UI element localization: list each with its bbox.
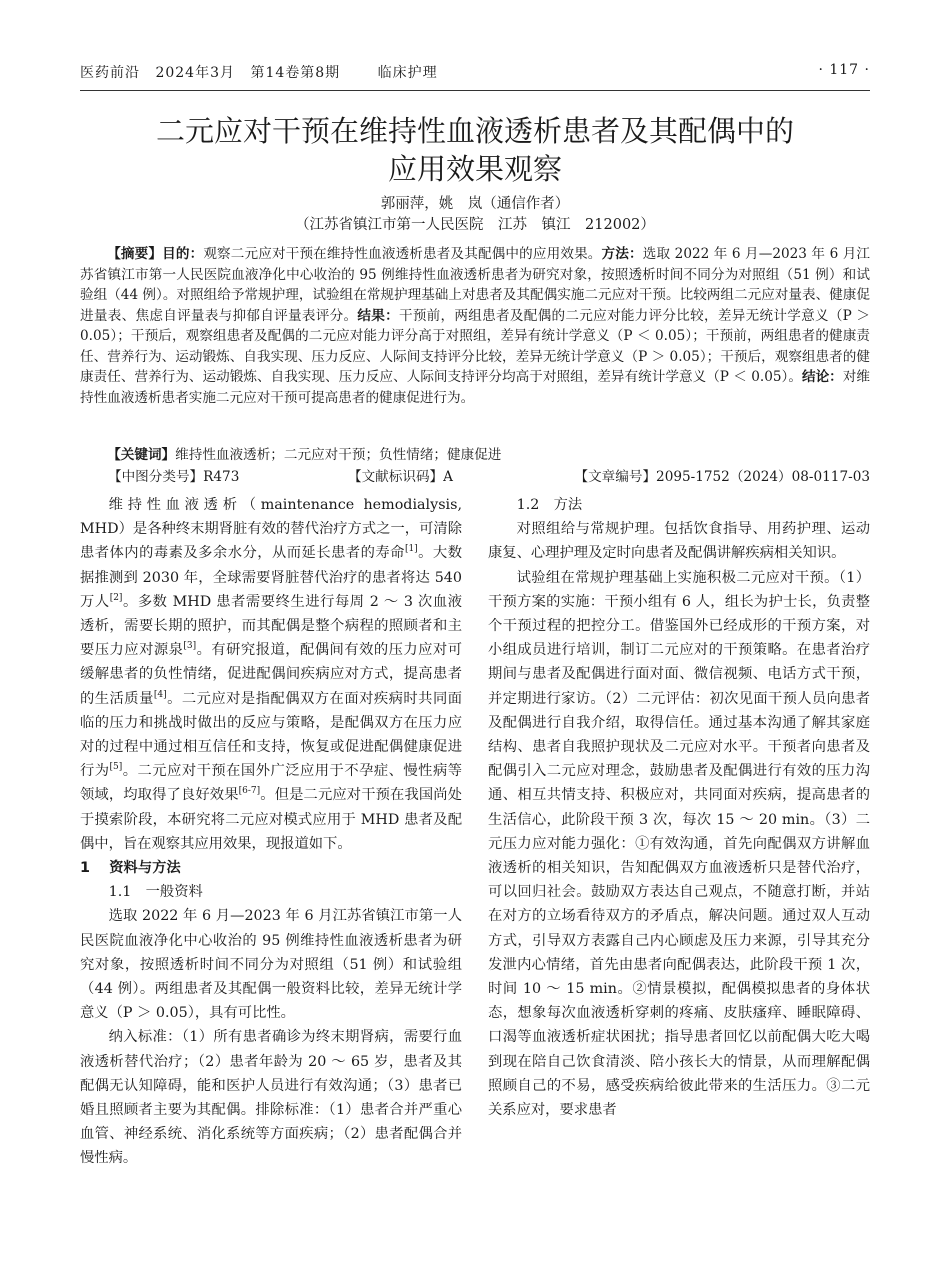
header-rule (80, 90, 870, 91)
ref-4: [4] (153, 689, 167, 700)
general-data-paragraph: 选取 2022 年 6 月—2023 年 6 月江苏省镇江市第一人民医院血液净化中心收治的 95 例维持性血液透析患者为研究对象，按照透析时间不同分为对照组（51 例）和试验组（44 例）。两组患者及其配偶一般资料比较，差异无统计学意义（P ＞ 0.05），具有可比性。 (80, 908, 462, 1022)
affiliation: （江苏省镇江市第一人民医院 江苏 镇江 212002） (295, 217, 655, 233)
issue-date: 2024年3月 (155, 65, 235, 81)
keywords-label: 【关键词】 (107, 447, 176, 463)
intro-text-2: 。大数据推测到 2030 年，全球需要肾脏替代治疗的患者将达 540 万人 (80, 545, 462, 610)
intro-text-3: 。多数 MHD 患者需要终生进行每周 2 ～ 3 次血液透析，需要长期的照护，而其配偶是整个病程的照顾者和主要压力应对源泉 (80, 593, 463, 659)
section-name: 临床护理 (377, 65, 438, 81)
ref-3: [3] (183, 641, 197, 652)
abstract (80, 244, 870, 408)
document-code: 【文献标识码】A (348, 469, 453, 485)
control-group-paragraph: 对照组给与常规护理。包括饮食指导、用药护理、运动康复、心理护理及定时向患者及配偶讲解疾病相关知识。 (488, 521, 870, 562)
clc-number: 【中图分类号】R473 (108, 469, 240, 485)
section-heading-1: 1 资料与方法 (80, 860, 181, 877)
running-header (80, 62, 870, 88)
intro-text-1: 维持性血液透析（maintenance hemodialysis, MHD）是各种终末期肾脏有效的替代治疗方式之一，可清除患者体内的毒素及多余水分，从而延长患者的寿命 (80, 497, 462, 562)
conclusion-text: 对维持性血液透析患者实施二元应对干预可提高患者的健康促进行为。 (80, 369, 871, 406)
intro-paragraph (80, 493, 462, 856)
journal-name: 医药前沿 (80, 65, 140, 81)
purpose-label: 目的： (162, 246, 204, 262)
ref-2: [2] (109, 593, 123, 604)
purpose-text: 观察二元应对干预在维持性血液透析患者及其配偶中的应用效果。 (203, 246, 602, 262)
intro-text-7: 。但是二元应对干预在我国尚处于摸索阶段，本研究将二元应对模式应用于 MHD 患者及配偶中，旨在观察其应用效果，现报道如下。 (80, 787, 463, 852)
ref-1: [1] (404, 544, 418, 555)
method-label: 方法： (601, 246, 643, 262)
result-text: 干预前，两组患者及配偶的二元应对能力评分比较，差异无统计学意义（P ＞ 0.05）；干预后，观察组患者及配偶的二元应对能力评分高于对照组，差异有统计学意义（P ＜ 0.05）；干预前，两组患者的健康责任、营养行为、运动锻炼、自我实现、压力反应、人际间支持评分比较，差异无统计学意义（P ＞ 0.05）；干预后，观察组患者的健康责任、营养行为、运动锻炼、自我实现、压力反应、人际间支持评分均高于对照组，差异有统计学意义（P ＜ 0.05）。 (80, 307, 871, 385)
article-number: 【文章编号】2095-1752（2024）08-0117-03 (574, 469, 870, 485)
title-line-2: 应用效果观察 (387, 152, 562, 186)
subsection-heading-1-1: 1.1 一般资料 (108, 884, 203, 901)
intervention-paragraph: 试验组在常规护理基础上实施积极二元应对干预。（1）干预方案的实施：干预小组有 6 人，组长为护士长，负责整个干预过程的把控分工。借鉴国外已经成形的干预方案，对小组成员进行培训，制订二元应对的干预策略。在患者治疗期间与患者及配偶进行面对面、微信视频、电话方式干预，并定期进行家访。（2）二元评估：初次见面干预人员向患者及配偶进行自我介绍，取得信任。通过基本沟通了解其家庭结构、患者自我照护现状及二元应对水平。干预者向患者及配偶引入二元应对理念，鼓励患者及配偶进行有效的压力沟通、相互共情支持、积极应对，共同面对疾病，提高患者的生活信心，此阶段干预 3 次，每次 15 ～ 20 min。（3）二元压力应对能力强化：①有效沟通，首先向配偶双方讲解血液透析的相关知识，告知配偶双方血液透析只是替代治疗，可以回归社会。鼓励双方表达自己观点，不随意打断，并站在对方的立场看待双方的矛盾点，解决问题。通过双人互动方式，引导双方表露自己内心顾虑及压力来源，引导其充分发泄内心情绪，首先由患者向配偶表达，此阶段干预 1 次，时间 10 ～ 15 min。②情景模拟，配偶模拟患者的身体状态，想象每次血液透析穿刺的疼痛、皮肤瘙痒、睡眠障碍、口渴等血液透析症状困扰；指导患者回忆以前配偶大吃大喝到现在陪自己饮食清淡、陪小孩长大的情景，从而理解配偶照顾自己的不易，感受疾病给彼此带来的生活压力。③二元关系应对，要求患者 (488, 569, 870, 1119)
volume-issue: 第14卷第8期 (250, 65, 341, 81)
ref-5: [5] (109, 762, 123, 773)
title-line-1: 二元应对干预在维持性血液透析患者及其配偶中的 (155, 114, 794, 148)
left-column (80, 493, 462, 1171)
authors: 郭丽萍，姚 岚（通信作者） (380, 196, 570, 212)
abstract-label: 【摘要】 (107, 246, 163, 262)
subsection-heading-1-2: 1.2 方法 (516, 497, 583, 513)
conclusion-label: 结论： (801, 369, 843, 385)
ref-6-7: [6-7] (238, 786, 261, 797)
method-text: 选取 2022 年 6 月—2023 年 6 月江苏省镇江市第一人民医院血液净化中心收治的 95 例维持性血液透析患者为研究对象，按照透析时间不同分为对照组（51 例）和试验组（44 例）。对照组给予常规护理，试验组在常规护理基础上对患者及其配偶实施二元应对干预。比较两组二元应对量表、健康促进量表、焦虑自评量表与抑郁自评量表评分。 (80, 246, 871, 324)
intro-text-6: 。二元应对干预在国外广泛应用于不孕症、慢性病等领域，均取得了良好效果 (80, 763, 463, 804)
keywords (80, 443, 870, 463)
keywords-text: 维持性血液透析；二元应对干预；负性情绪；健康促进 (175, 447, 502, 463)
intro-text-4: 。有研究报道，配偶间有效的压力应对可缓解患者的负性情绪，促进配偶间疾病应对方式，提高患者的生活质量 (80, 642, 462, 707)
intro-text-5: 。二元应对是指配偶双方在面对疾病时共同面临的压力和挑战时做出的反应与策略，是配偶双方在压力应对的过程中通过相互信任和支持，恢复或促进配偶健康促进行为 (80, 690, 463, 780)
article-title (80, 112, 870, 188)
page-number: · 117 · (818, 62, 870, 78)
classification-line (80, 465, 870, 485)
criteria-paragraph: 纳入标准：（1）所有患者确诊为终末期肾病，需要行血液透析替代治疗；（2）患者年龄为 20 ～ 65 岁，患者及其配偶无认知障碍，能和医护人员进行有效沟通；（3）患者已婚且照顾者主要为其配偶。排除标准：（1）患者合并严重心血管、神经系统、消化系统等方面疾病；（2）患者配偶合并慢性病。 (80, 1029, 462, 1167)
result-label: 结果： (357, 307, 399, 324)
right-column (488, 493, 870, 1122)
